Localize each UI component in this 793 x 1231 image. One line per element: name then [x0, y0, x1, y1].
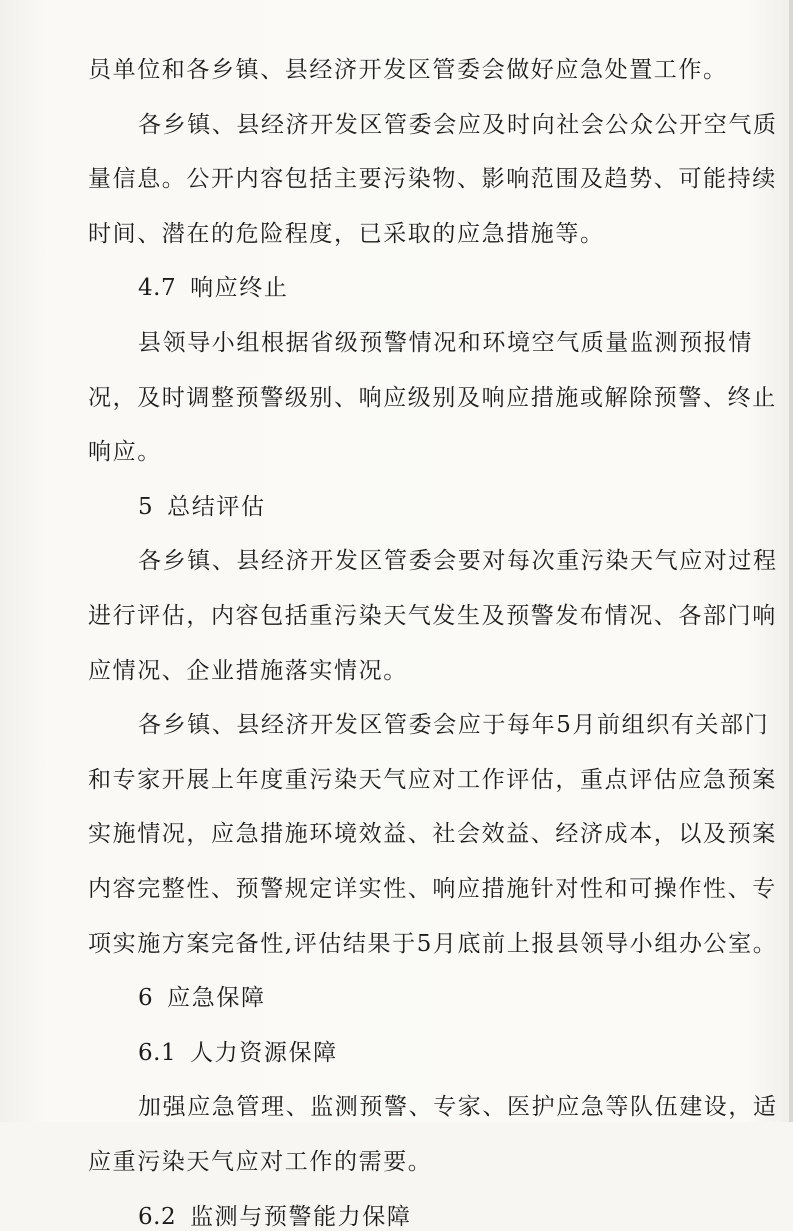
paragraph-line: 应情况、企业措施落实情况。: [88, 657, 408, 684]
section-title: 响应终止: [190, 275, 289, 302]
section-heading-4-7: [138, 274, 288, 302]
section-number: 6.2: [138, 1203, 177, 1230]
paragraph-line: 进行评估，内容包括重污染天气发生及预警发布情况、各部门响: [88, 603, 777, 629]
section-heading-6: [138, 984, 266, 1012]
section-title: 应急保障: [167, 985, 266, 1012]
section-heading-6-1: [138, 1039, 338, 1067]
paragraph-line: 量信息。公开内容包括主要污染物、影响范围及趋势、可能持续: [88, 166, 777, 193]
paragraph-line: 时间、潜在的危险程度，已采取的应急措施等。: [88, 220, 605, 247]
section-number: 6.1: [138, 1039, 177, 1066]
section-number: 5: [138, 493, 154, 520]
paragraph-line: 各乡镇、县经济开发区管委会应及时向社会公众公开空气质: [138, 111, 778, 138]
section-heading-6-2: [138, 1203, 411, 1231]
section-heading-5: [138, 493, 266, 521]
section-number: 6: [138, 985, 154, 1012]
paragraph-line: 内容完整性、预警规定详实性、响应措施针对性和可操作性、专: [88, 876, 777, 902]
page-edge-shadow: [789, 0, 793, 1122]
paragraph-line: 应重污染天气应对工作的需要。: [88, 1149, 433, 1175]
section-title: 总结评估: [167, 493, 266, 520]
section-title: 人力资源保障: [190, 1039, 338, 1066]
paragraph-line: 加强应急管理、监测预警、专家、医护应急等队伍建设，适: [138, 1094, 778, 1121]
paragraph-line: 各乡镇、县经济开发区管委会应于每年5月前组织有关部门: [138, 712, 770, 739]
section-title: 监测与预警能力保障: [190, 1203, 412, 1230]
paragraph-line: 项实施方案完备性,评估结果于5月底前上报县领导小组办公室。: [88, 930, 778, 957]
paragraph-line: 员单位和各乡镇、县经济开发区管委会做好应急处置工作。: [88, 57, 728, 83]
section-number: 4.7: [138, 275, 177, 302]
paragraph-line: 况，及时调整预警级别、响应级别及响应措施或解除预警、终止: [88, 384, 777, 411]
paragraph-line: 和专家开展上年度重污染天气应对工作评估，重点评估应急预案: [88, 766, 777, 793]
paragraph-line: 县领导小组根据省级预警情况和环境空气质量监测预报情: [138, 330, 753, 356]
paragraph-line: 实施情况，应急措施环境效益、社会效益、经济成本，以及预案: [88, 821, 777, 848]
paragraph-line: 响应。: [88, 439, 162, 466]
paragraph-line: 各乡镇、县经济开发区管委会要对每次重污染天气应对过程: [138, 548, 778, 575]
